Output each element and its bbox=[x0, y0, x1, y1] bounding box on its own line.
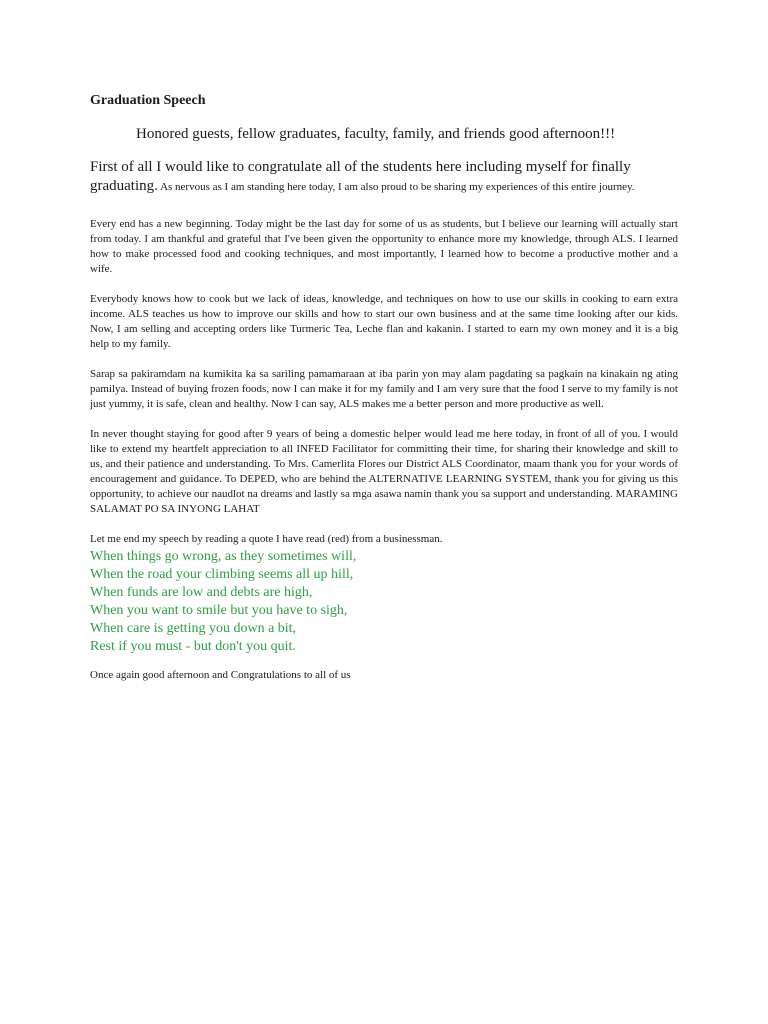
paragraph-family-food: Sarap sa pakiramdam na kumikita ka sa sariling pamamaraan at iba parin yon may alam pagdating sa pagkain na kinakain ng ating pamilya. Instead of buying frozen foods, now I can make it for my family and I am very sure that the food I serve to my family is not just yummy, it is safe, clean and healthy. Now I can say, ALS makes me a better person and more productive as well. bbox=[90, 368, 678, 410]
intro-small-text: As nervous as I am standing here today, I am also proud to be sharing my experiences of this entire journey. bbox=[160, 181, 635, 193]
poem-line: When funds are low and debts are high, bbox=[90, 585, 313, 600]
paragraph-cooking-skills: Everybody knows how to cook but we lack of ideas, knowledge, and techniques on how to use our skills in cooking to earn extra income. ALS teaches us how to improve our skills and how to start our own business and at the same time looking after our kids. Now, I am selling and accepting orders like Turmeric Tea, Leche flan and kakanin. I started to earn my own money and it is a big help to my family. bbox=[90, 293, 678, 350]
poem-line: Rest if you must - but don't you quit. bbox=[90, 639, 296, 654]
closing-line: Once again good afternoon and Congratulations to all of us bbox=[90, 669, 351, 681]
quote-intro: Let me end my speech by reading a quote I have read (red) from a businessman. bbox=[90, 533, 443, 545]
paragraph-appreciation: In never thought staying for good after 9 years of being a domestic helper would lead me here today, in front of all of you. I would like to extend my heartfelt appreciation to all INFED Facilitator for committing their time, for sharing their knowledge and skill to us, and their patience and understanding. To Mrs. Camerlita Flores our District ALS Coordinator, maam thank you for your words of encouragement and guidance. To DEPED, who are behind the ALTERNATIVE LEARNING SYSTEM, thank you for giving us this opportunity, to achieve our naudlot na dreams and lastly sa mga asawa namin thank you sa support and understanding. MARAMING SALAMAT PO SA INYONG LAHAT bbox=[90, 428, 678, 515]
poem-line: When you want to smile but you have to sigh, bbox=[90, 603, 348, 618]
poem-line: When the road your climbing seems all up hill, bbox=[90, 567, 354, 582]
poem bbox=[90, 548, 678, 656]
document-page bbox=[90, 92, 678, 683]
greeting-line: Honored guests, fellow graduates, faculty, family, and friends good afternoon!!! bbox=[136, 126, 616, 142]
paragraph-new-beginning: Every end has a new beginning. Today might be the last day for some of us as students, but I believe our learning will actually start from today. I am thankful and grateful that I've been given the opportunity to enhance more my knowledge, through ALS. I learned how to make processed food and cooking techniques, and most importantly, I learned how to become a productive mother and a wife. bbox=[90, 218, 678, 275]
intro-paragraph bbox=[90, 158, 678, 196]
intro-large-text: First of all I would like to congratulate all of the students here including myself for finally graduating. bbox=[90, 159, 631, 194]
poem-line: When care is getting you down a bit, bbox=[90, 621, 297, 636]
document-title: Graduation Speech bbox=[90, 93, 206, 108]
poem-line: When things go wrong, as they sometimes will, bbox=[90, 549, 357, 564]
